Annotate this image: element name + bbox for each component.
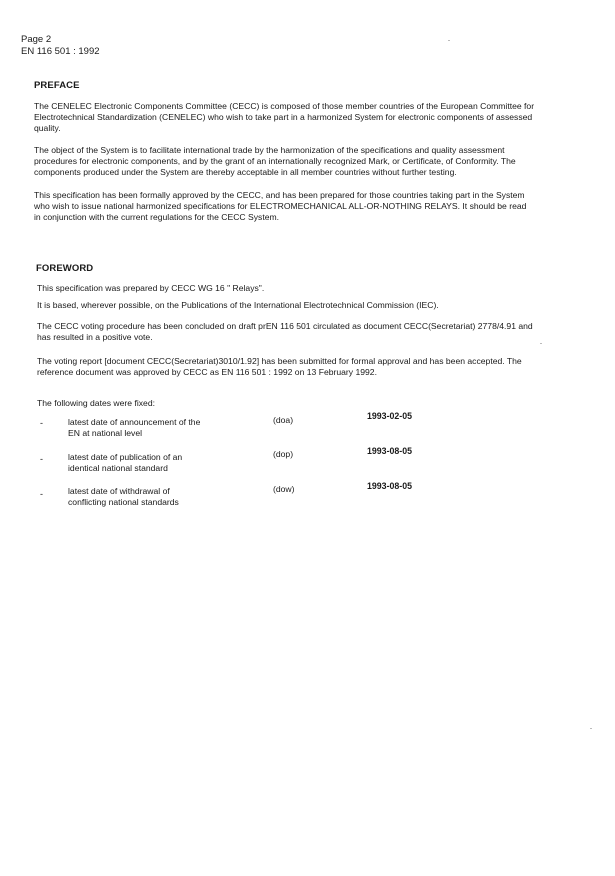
preface-heading: PREFACE — [34, 80, 80, 91]
page-number: Page 2 — [21, 34, 52, 45]
foreword-paragraph-3 — [37, 321, 582, 343]
date-item-abbreviation: (dop) — [273, 449, 294, 459]
foreword-paragraph-4 — [37, 356, 582, 378]
page-header — [21, 34, 100, 57]
list-dash: - — [40, 454, 43, 464]
preface-paragraph-1 — [34, 101, 579, 134]
text-line: conflicting national standards — [68, 497, 179, 507]
date-item-description — [68, 486, 179, 508]
scan-speck — [540, 343, 542, 344]
foreword-paragraph-1 — [37, 283, 582, 294]
text-line: components produced under the System are thereby acceptable in all member countries without further testing. — [34, 167, 457, 177]
preface-paragraph-2 — [34, 145, 579, 178]
date-item-description — [68, 452, 182, 474]
text-line: It is based, wherever possible, on the Publications of the International Electrotechnical Commission (IEC). — [37, 300, 439, 310]
date-item-description — [68, 417, 200, 439]
text-line: The object of the System is to facilitate international trade by the harmonization of the specifications and quality assessment — [34, 145, 505, 155]
text-line: The CECC voting procedure has been concluded on draft prEN 116 501 circulated as document CECC(Secretariat) 2778/4.91 and — [37, 321, 533, 331]
text-line: The voting report [document CECC(Secretariat)3010/1.92] has been submitted for formal approval and has been accepted. The — [37, 356, 522, 366]
text-line: latest date of withdrawal of — [68, 486, 170, 496]
date-item-abbreviation: (dow) — [273, 484, 295, 494]
text-line: has resulted in a positive vote. — [37, 332, 153, 342]
scan-speck — [448, 40, 450, 41]
text-line: reference document was approved by CECC as EN 116 501 : 1992 on 13 February 1992. — [37, 367, 377, 377]
dates-intro — [37, 398, 582, 409]
text-line: Electrotechnical Standardization (CENELEC) who wish to take part in a harmonized System for electronic components of assessed — [34, 112, 533, 122]
scan-speck — [590, 728, 592, 729]
text-line: latest date of publication of an — [68, 452, 183, 462]
text-line: This specification has been formally approved by the CECC, and has been prepared for those countries taking part in the System — [34, 190, 525, 200]
preface-paragraph-3 — [34, 190, 579, 223]
text-line: identical national standard — [68, 463, 168, 473]
text-line: The following dates were fixed: — [37, 398, 155, 408]
list-dash: - — [40, 418, 43, 428]
text-line: This specification was prepared by CECC WG 16 " Relays". — [37, 283, 265, 293]
text-line: EN at national level — [68, 428, 143, 438]
date-item-abbreviation: (doa) — [273, 415, 294, 425]
text-line: latest date of announcement of the — [68, 417, 201, 427]
text-line: in conjunction with the current regulations for the CECC System. — [34, 212, 280, 222]
foreword-heading: FOREWORD — [36, 263, 94, 274]
date-item-value: 1993-02-05 — [367, 411, 412, 421]
text-line: procedures for electronic components, and by the grant of an internationally recognized Mark, or Certificate, of Conformity. The — [34, 156, 516, 166]
text-line: The CENELEC Electronic Components Committee (CECC) is composed of those member countries of the European Committee for — [34, 101, 535, 111]
date-item-value: 1993-08-05 — [367, 481, 412, 491]
text-line: quality. — [34, 123, 61, 133]
document-number: EN 116 501 : 1992 — [21, 45, 100, 57]
list-dash: - — [40, 489, 43, 499]
foreword-paragraph-2 — [37, 300, 582, 311]
date-item-value: 1993-08-05 — [367, 446, 412, 456]
text-line: who wish to issue national harmonized specifications for ELECTROMECHANICAL ALL-OR-NOTHING RELAYS. It should be read — [34, 201, 527, 211]
